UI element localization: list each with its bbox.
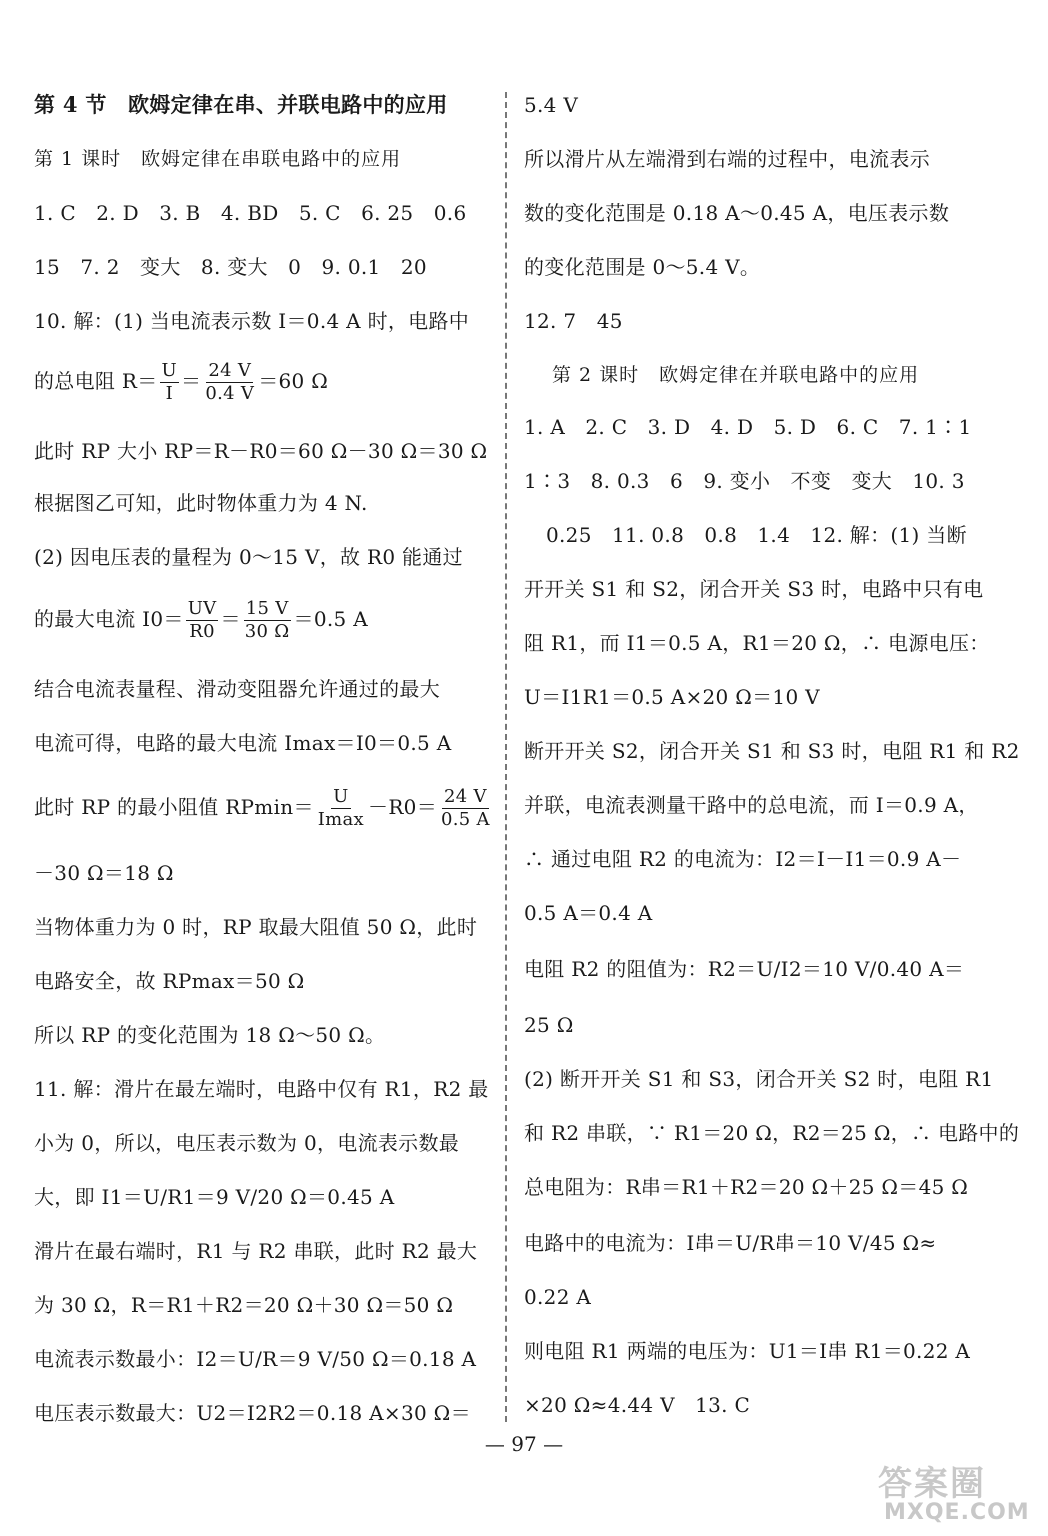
right-line-4: 的变化范围是 0～5.4 V。 [524,255,761,279]
q10-line-9 [34,786,494,831]
watermark-logo: 答案圈 [878,1464,986,1504]
fraction-denominator: 30 Ω [244,621,290,642]
fraction-numerator: U [161,360,178,381]
q10-line-3: 此时 RP 大小 RP＝R－R0＝60 Ω－30 Ω＝30 Ω [34,439,488,463]
fraction-denominator: Imax [317,809,365,830]
q10-line-4: 根据图乙可知，此时物体重力为 4 N. [34,491,368,515]
q10-line-1: 10. 解：(1) 当电流表示数 I＝0.4 A 时，电路中 [34,309,470,333]
right-line-5: 12. 7 45 [524,309,623,333]
fraction-24v-over-04v [203,360,256,405]
q10-line-11: 当物体重力为 0 时，RP 取最大阻值 50 Ω，此时 [34,915,478,939]
q10-line-13: 所以 RP 的变化范围为 18 Ω～50 Ω。 [34,1023,386,1047]
right-line-7: 1∶3 8. 0.3 6 9. 变小 不变 变大 10. 3 [524,469,965,493]
right-line-9: 开开关 S1 和 S2，闭合开关 S3 时，电路中只有电 [524,577,984,601]
answers-line-1: 1. C 2. D 3. B 4. BD 5. C 6. 25 0.6 [34,201,467,225]
right-line-1: 5.4 V [524,93,579,117]
fraction-u-over-imax [316,786,366,831]
minus-r0: －R0＝ [368,795,437,819]
q11-line-5: 为 30 Ω，R＝R1＋R2＝20 Ω＋30 Ω＝50 Ω [34,1293,454,1317]
answers-line-2: 15 7. 2 变大 8. 变大 0 9. 0.1 20 [34,255,427,279]
watermark [868,1456,1038,1528]
q10-line-8: 电流可得，电路的最大电流 Imax＝I0＝0.5 A [34,731,452,755]
right-line-18: (2) 断开开关 S1 和 S3，闭合开关 S2 时，电阻 R1 [524,1067,994,1091]
q11-line-6: 电流表示数最小：I2＝U/R＝9 V/50 Ω＝0.18 A [34,1347,477,1371]
q10-line-7: 结合电流表量程、滑动变阻器允许通过的最大 [34,677,440,701]
lesson-title-1: 第 1 课时 欧姆定律在串联电路中的应用 [34,148,402,170]
right-line-10: 阻 R1，而 I1＝0.5 A，R1＝20 Ω，∴ 电源电压： [524,631,990,655]
q11-line-4: 滑片在最右端时，R1 与 R2 串联，此时 R2 最大 [34,1239,478,1263]
q11-line-2: 小为 0，所以，电压表示数为 0，电流表示数最 [34,1131,460,1155]
q10-line-2 [34,360,328,405]
lesson-title-2: 第 2 课时 欧姆定律在并联电路中的应用 [552,364,920,386]
q10-line-12: 电路安全，故 RPmax＝50 Ω [34,969,305,993]
q10-line-10: －30 Ω＝18 Ω [34,861,174,885]
fraction-uv-over-r0 [186,598,219,643]
fraction-denominator: 0.4 V [205,383,255,404]
q11-line-1: 11. 解：滑片在最左端时，电路中仅有 R1，R2 最 [34,1077,489,1101]
q10-line-6 [34,598,368,643]
right-line-17: 25 Ω [524,1013,574,1037]
right-line-11: U＝I1R1＝0.5 A×20 Ω＝10 V [524,685,820,709]
fraction-numerator: UV [187,598,217,619]
right-line-19: 和 R2 串联，∵ R1＝20 Ω，R2＝25 Ω，∴ 电路中的 [524,1121,1020,1145]
fraction-numerator: 24 V [444,786,487,807]
fraction-denominator: 0.5 A [441,809,490,830]
q10-line-5: (2) 因电压表的量程为 0～15 V，故 R0 能通过 [34,545,463,569]
right-line-12: 断开开关 S2，闭合开关 S1 和 S3 时，电阻 R1 和 R2 [524,739,1020,763]
fraction-24v-over-05a [439,786,492,831]
right-line-16: 电阻 R2 的阻值为：R2＝U/I2＝10 V/0.40 A＝ [524,957,965,981]
right-line-21: 电路中的电流为：I串＝U/R串＝10 V/45 Ω≈ [524,1231,937,1255]
fraction-denominator: I [165,383,173,404]
q10-line-9-prefix: 此时 RP 的最小阻值 RPmin＝ [34,795,314,819]
watermark-site: MXQE.COM [884,1500,1030,1525]
right-line-22: 0.22 A [524,1285,592,1309]
section-title: 第 4 节 欧姆定律在串、并联电路中的应用 [34,92,448,117]
right-line-13: 并联，电流表测量干路中的总电流，而 I＝0.9 A， [524,793,979,817]
fraction-numerator: U [333,786,349,807]
right-line-20: 总电阻为：R串＝R1＋R2＝20 Ω＋25 Ω＝45 Ω [524,1175,969,1199]
equals-sign: ＝ [220,607,241,631]
q11-line-7: 电压表示数最大：U2＝I2R2＝0.18 A×30 Ω＝ [34,1401,471,1425]
right-line-23: 则电阻 R1 两端的电压为：U1＝I串 R1＝0.22 A [524,1339,971,1363]
fraction-denominator: R0 [189,621,215,642]
right-line-8: 0.25 11. 0.8 0.8 1.4 12. 解：(1) 当断 [546,523,967,547]
q10-line-2-result: ＝60 Ω [258,369,329,393]
q11-line-3: 大，即 I1＝U/R1＝9 V/20 Ω＝0.45 A [34,1185,395,1209]
right-line-14: ∴ 通过电阻 R2 的电流为：I2＝I－I1＝0.9 A－ [524,847,962,871]
q10-line-2-prefix: 的总电阻 R＝ [34,369,158,393]
q10-line-6-prefix: 的最大电流 I0＝ [34,607,184,631]
fraction-numerator: 24 V [208,360,252,381]
fraction-15v-over-30ohm [243,598,292,643]
right-line-3: 数的变化范围是 0.18 A～0.45 A，电压表示数 [524,201,950,225]
q10-line-6-result: ＝0.5 A [293,607,368,631]
right-line-24: ×20 Ω≈4.44 V 13. C [524,1393,751,1417]
fraction-numerator: 15 V [245,598,289,619]
page-number: — 97 — [484,1432,564,1456]
right-line-2: 所以滑片从左端滑到右端的过程中，电流表示 [524,147,930,171]
equals-sign: ＝ [181,369,202,393]
right-line-6: 1. A 2. C 3. D 4. D 5. D 6. C 7. 1∶1 [524,415,972,439]
fraction-u-over-i [160,360,179,405]
column-divider [505,92,507,1422]
right-line-15: 0.5 A＝0.4 A [524,901,653,925]
